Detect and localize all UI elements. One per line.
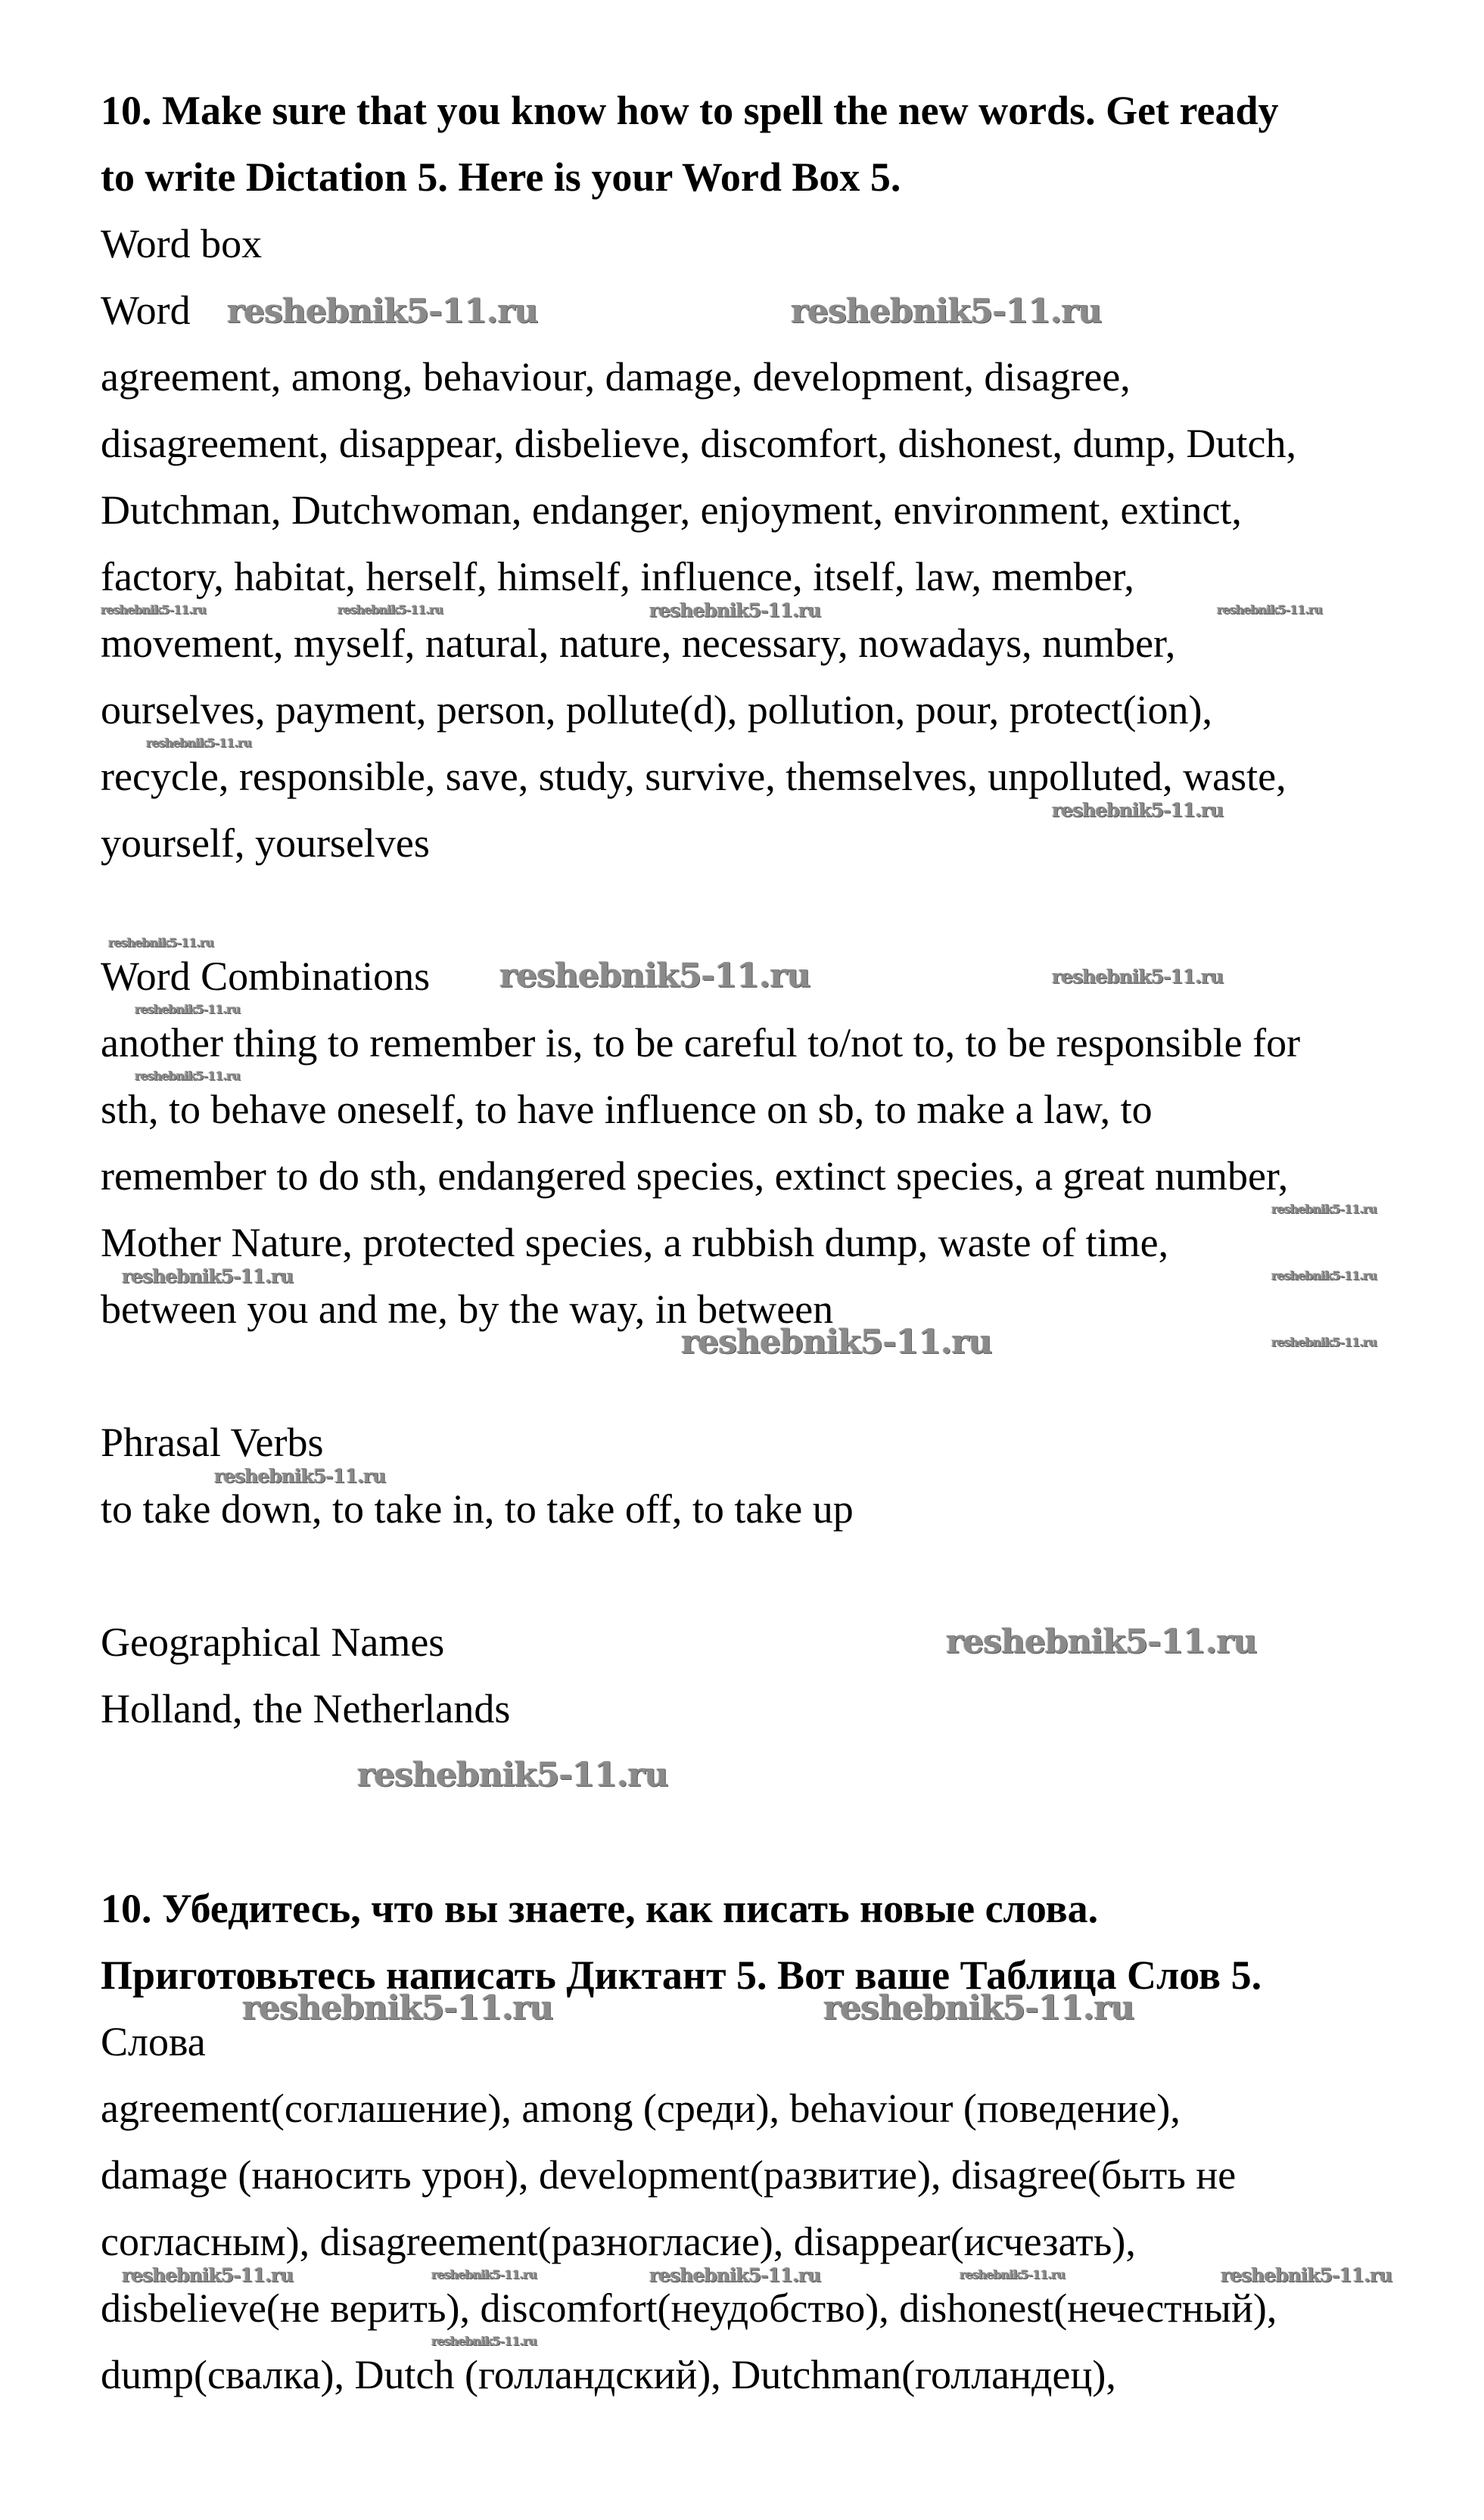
word-line: yourself, yourselves <box>101 820 430 866</box>
watermark: reshebnik5-11.ru <box>122 2264 294 2286</box>
word-line-ru: agreement(соглашение), among (среди), behaviour (поведение), <box>101 2086 1181 2131</box>
watermark: reshebnik5-11.ru <box>649 2264 821 2286</box>
section-label-ru: Слова <box>101 2019 206 2064</box>
watermark: reshebnik5-11.ru <box>960 2267 1066 2282</box>
combination-line: between you and me, by the way, in between <box>101 1286 834 1332</box>
watermark: reshebnik5-11.ru <box>1217 602 1323 617</box>
section-label: Word <box>101 288 191 333</box>
watermark: reshebnik5-11.ru <box>242 1989 553 2027</box>
watermark: reshebnik5-11.ru <box>823 1989 1134 2027</box>
exercise-title: 10. Make sure that you know how to spell the new words. Get ready <box>101 88 1279 133</box>
section-label: Word box <box>101 221 263 266</box>
word-line: movement, myself, natural, nature, necessary, nowadays, number, <box>101 621 1176 666</box>
document-body <box>101 77 1433 2408</box>
watermark: reshebnik5-11.ru <box>791 292 1102 331</box>
word-line: factory, habitat, herself, himself, influence, itself, law, member, <box>101 554 1134 599</box>
combination-line: another thing to remember is, to be careful to/not to, to be responsible for <box>101 1020 1301 1066</box>
watermark: reshebnik5-11.ru <box>135 1069 241 1083</box>
word-line-ru: damage (наносить урон), development(развитие), disagree(быть не <box>101 2152 1237 2198</box>
watermark: reshebnik5-11.ru <box>214 1465 386 1487</box>
combination-line: remember to do sth, endangered species, extinct species, a great number, <box>101 1153 1289 1199</box>
watermark: reshebnik5-11.ru <box>1271 1202 1377 1216</box>
watermark: reshebnik5-11.ru <box>499 957 810 995</box>
word-line-ru: disbelieve(не верить), discomfort(неудобство), dishonest(нечестный), <box>101 2285 1277 2331</box>
word-line-ru: согласным), disagreement(разногласие), disappear(исчезать), <box>101 2219 1136 2264</box>
watermark: reshebnik5-11.ru <box>135 1002 241 1016</box>
watermark: reshebnik5-11.ru <box>431 2267 537 2282</box>
watermark: reshebnik5-11.ru <box>108 935 214 950</box>
watermark: reshebnik5-11.ru <box>357 1756 668 1794</box>
word-line: agreement, among, behaviour, damage, development, disagree, <box>101 354 1131 400</box>
exercise-title-ru: 10. Убедитесь, что вы знаете, как писать новые слова. <box>101 1886 1099 1931</box>
watermark: reshebnik5-11.ru <box>431 2334 537 2348</box>
section-label: Word Combinations <box>101 954 431 999</box>
watermark: reshebnik5-11.ru <box>338 602 443 617</box>
watermark: reshebnik5-11.ru <box>227 292 538 331</box>
word-line: ourselves, payment, person, pollute(d), pollution, pour, protect(ion), <box>101 687 1213 733</box>
combination-line: Mother Nature, protected species, a rubbish dump, waste of time, <box>101 1220 1169 1265</box>
watermark: reshebnik5-11.ru <box>946 1622 1257 1661</box>
word-line: disagreement, disappear, disbelieve, discomfort, dishonest, dump, Dutch, <box>101 421 1296 466</box>
section-label: Phrasal Verbs <box>101 1420 324 1465</box>
watermark: reshebnik5-11.ru <box>1271 1335 1377 1349</box>
watermark: reshebnik5-11.ru <box>146 736 252 750</box>
exercise-title-ru: Приготовьтесь написать Диктант 5. Вот ваше Таблица Слов 5. <box>101 1952 1262 1998</box>
watermark: reshebnik5-11.ru <box>1052 966 1224 988</box>
phrasal-line: to take down, to take in, to take off, to take up <box>101 1486 854 1532</box>
watermark: reshebnik5-11.ru <box>649 599 821 621</box>
watermark: reshebnik5-11.ru <box>101 602 207 617</box>
watermark: reshebnik5-11.ru <box>1052 799 1224 821</box>
word-line-ru: dump(свалка), Dutch (голландский), Dutchman(голландец), <box>101 2352 1116 2397</box>
watermark: reshebnik5-11.ru <box>1221 2264 1392 2286</box>
watermark: reshebnik5-11.ru <box>1271 1268 1377 1283</box>
section-label: Geographical Names <box>101 1619 445 1665</box>
watermark: reshebnik5-11.ru <box>681 1323 992 1361</box>
combination-line: sth, to behave oneself, to have influence on sb, to make a law, to <box>101 1087 1153 1132</box>
geo-line: Holland, the Netherlands <box>101 1686 511 1731</box>
watermark: reshebnik5-11.ru <box>122 1265 294 1287</box>
word-line: recycle, responsible, save, study, survive, themselves, unpolluted, waste, <box>101 754 1286 799</box>
exercise-title: to write Dictation 5. Here is your Word Box 5. <box>101 154 901 200</box>
word-line: Dutchman, Dutchwoman, endanger, enjoyment, environment, extinct, <box>101 487 1242 533</box>
